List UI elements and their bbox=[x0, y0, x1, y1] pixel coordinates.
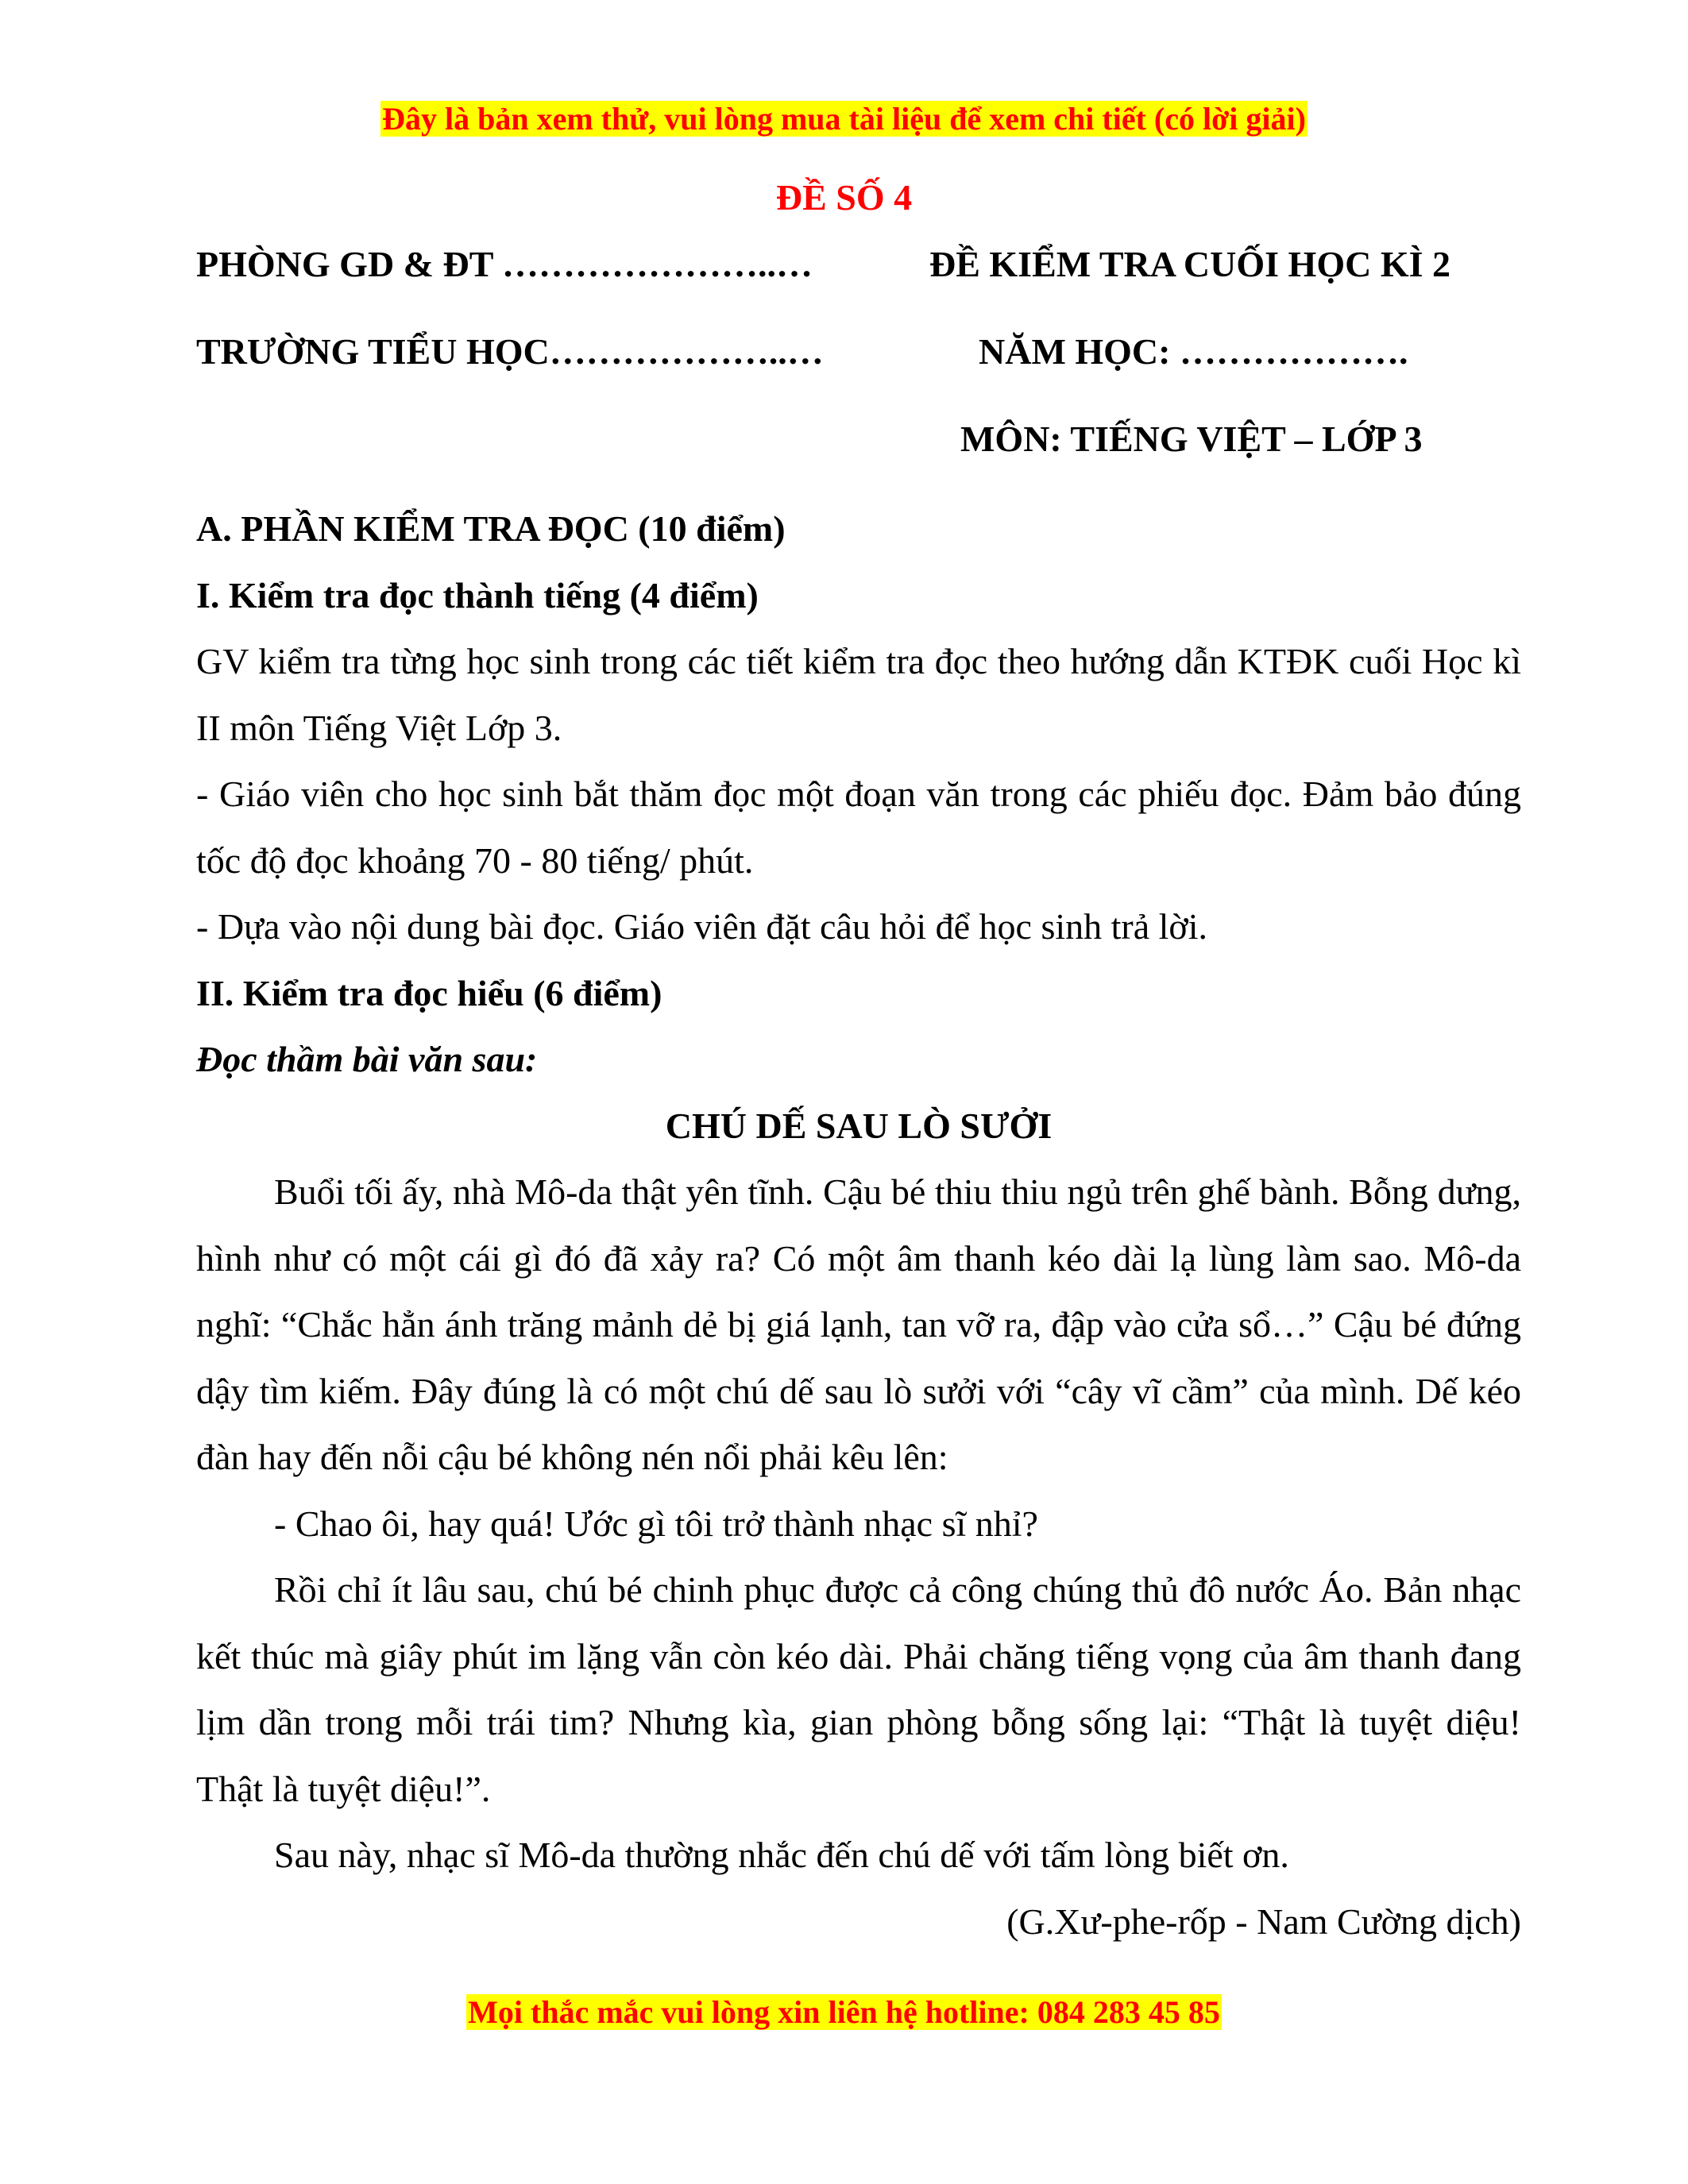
exam-number: ĐỀ SỐ 4 bbox=[775, 177, 913, 218]
part1-paragraph: - Giáo viên cho học sinh bắt thăm đọc một đoạn văn trong các phiếu đọc. Đảm bảo đúng tốc độ đọc khoảng 70 - 80 tiếng/ phút. bbox=[196, 774, 1521, 881]
department-line: PHÒNG GD & ĐT …………………..… bbox=[196, 244, 813, 284]
story-paragraph: - Chao ôi, hay quá! Ước gì tôi trở thành nhạc sĩ nhỉ? bbox=[274, 1503, 1038, 1544]
reading-instruction: Đọc thầm bài văn sau: bbox=[196, 1039, 538, 1079]
story-paragraph: Sau này, nhạc sĩ Mô-da thường nhắc đến chú dế với tấm lòng biết ơn. bbox=[274, 1835, 1289, 1875]
part1-paragraph: GV kiểm tra từng học sinh trong các tiết kiểm tra đọc theo hướng dẫn KTĐK cuối Học kì II môn Tiếng Việt Lớp 3. bbox=[196, 641, 1521, 748]
hotline-banner: Mọi thắc mắc vui lòng xin liên hệ hotline: 084 283 45 85 bbox=[468, 1994, 1220, 2030]
top-banner-row bbox=[0, 102, 1688, 137]
school-year: NĂM HỌC: ………………. bbox=[979, 331, 1408, 372]
part2-title: II. Kiểm tra đọc hiểu (6 điểm) bbox=[196, 972, 662, 1013]
section-a-title: A. PHẦN KIỂM TRA ĐỌC (10 điểm) bbox=[196, 508, 786, 549]
story-paragraph: Buổi tối ấy, nhà Mô-da thật yên tĩnh. Cậu bé thiu thiu ngủ trên ghế bành. Bỗng dưng, hình như có một cái gì đó đã xảy ra? Có một âm thanh kéo dài lạ lùng làm sao. Mô-da nghĩ: “Chắc hẳn ánh trăng mảnh dẻ bị giá lạnh, tan vỡ ra, đập vào cửa sổ…” Cậu bé đứng dậy tìm kiếm. Đây đúng là có một chú dế sau lò sưởi với “cây vĩ cầm” của mình. Dế kéo đàn hay đến nỗi cậu bé không nén nổi phải kêu lên: bbox=[196, 1171, 1521, 1477]
exam-body bbox=[196, 496, 1521, 1954]
part1-title: I. Kiểm tra đọc thành tiếng (4 điểm) bbox=[196, 574, 759, 615]
part1-paragraph: - Dựa vào nội dung bài đọc. Giáo viên đặt câu hỏi để học sinh trả lời. bbox=[196, 906, 1208, 947]
school-line: TRƯỜNG TIỂU HỌC………………..… bbox=[196, 331, 824, 372]
preview-banner: Đây là bản xem thử, vui lòng mua tài liệu để xem chi tiết (có lời giải) bbox=[382, 101, 1306, 137]
subject-line: MÔN: TIẾNG VIỆT – LỚP 3 bbox=[960, 419, 1423, 459]
bottom-banner-row bbox=[0, 1995, 1688, 2030]
story-attribution: (G.Xư-phe-rốp - Nam Cường dịch) bbox=[1006, 1900, 1521, 1942]
story-title: CHÚ DẾ SAU LÒ SƯỞI bbox=[665, 1105, 1053, 1146]
story-paragraph: Rồi chỉ ít lâu sau, chú bé chinh phục được cả công chúng thủ đô nước Áo. Bản nhạc kết thúc mà giây phút im lặng vẫn còn kéo dài. Phải chăng tiếng vọng của âm thanh đang lịm dần trong mỗi trái tim? Nhưng kìa, gian phòng bỗng sống lại: “Thật là tuyệt diệu! Thật là tuyệt diệu!”. bbox=[196, 1569, 1521, 1809]
exam-title: ĐỀ KIỂM TRA CUỐI HỌC KÌ 2 bbox=[929, 244, 1451, 284]
